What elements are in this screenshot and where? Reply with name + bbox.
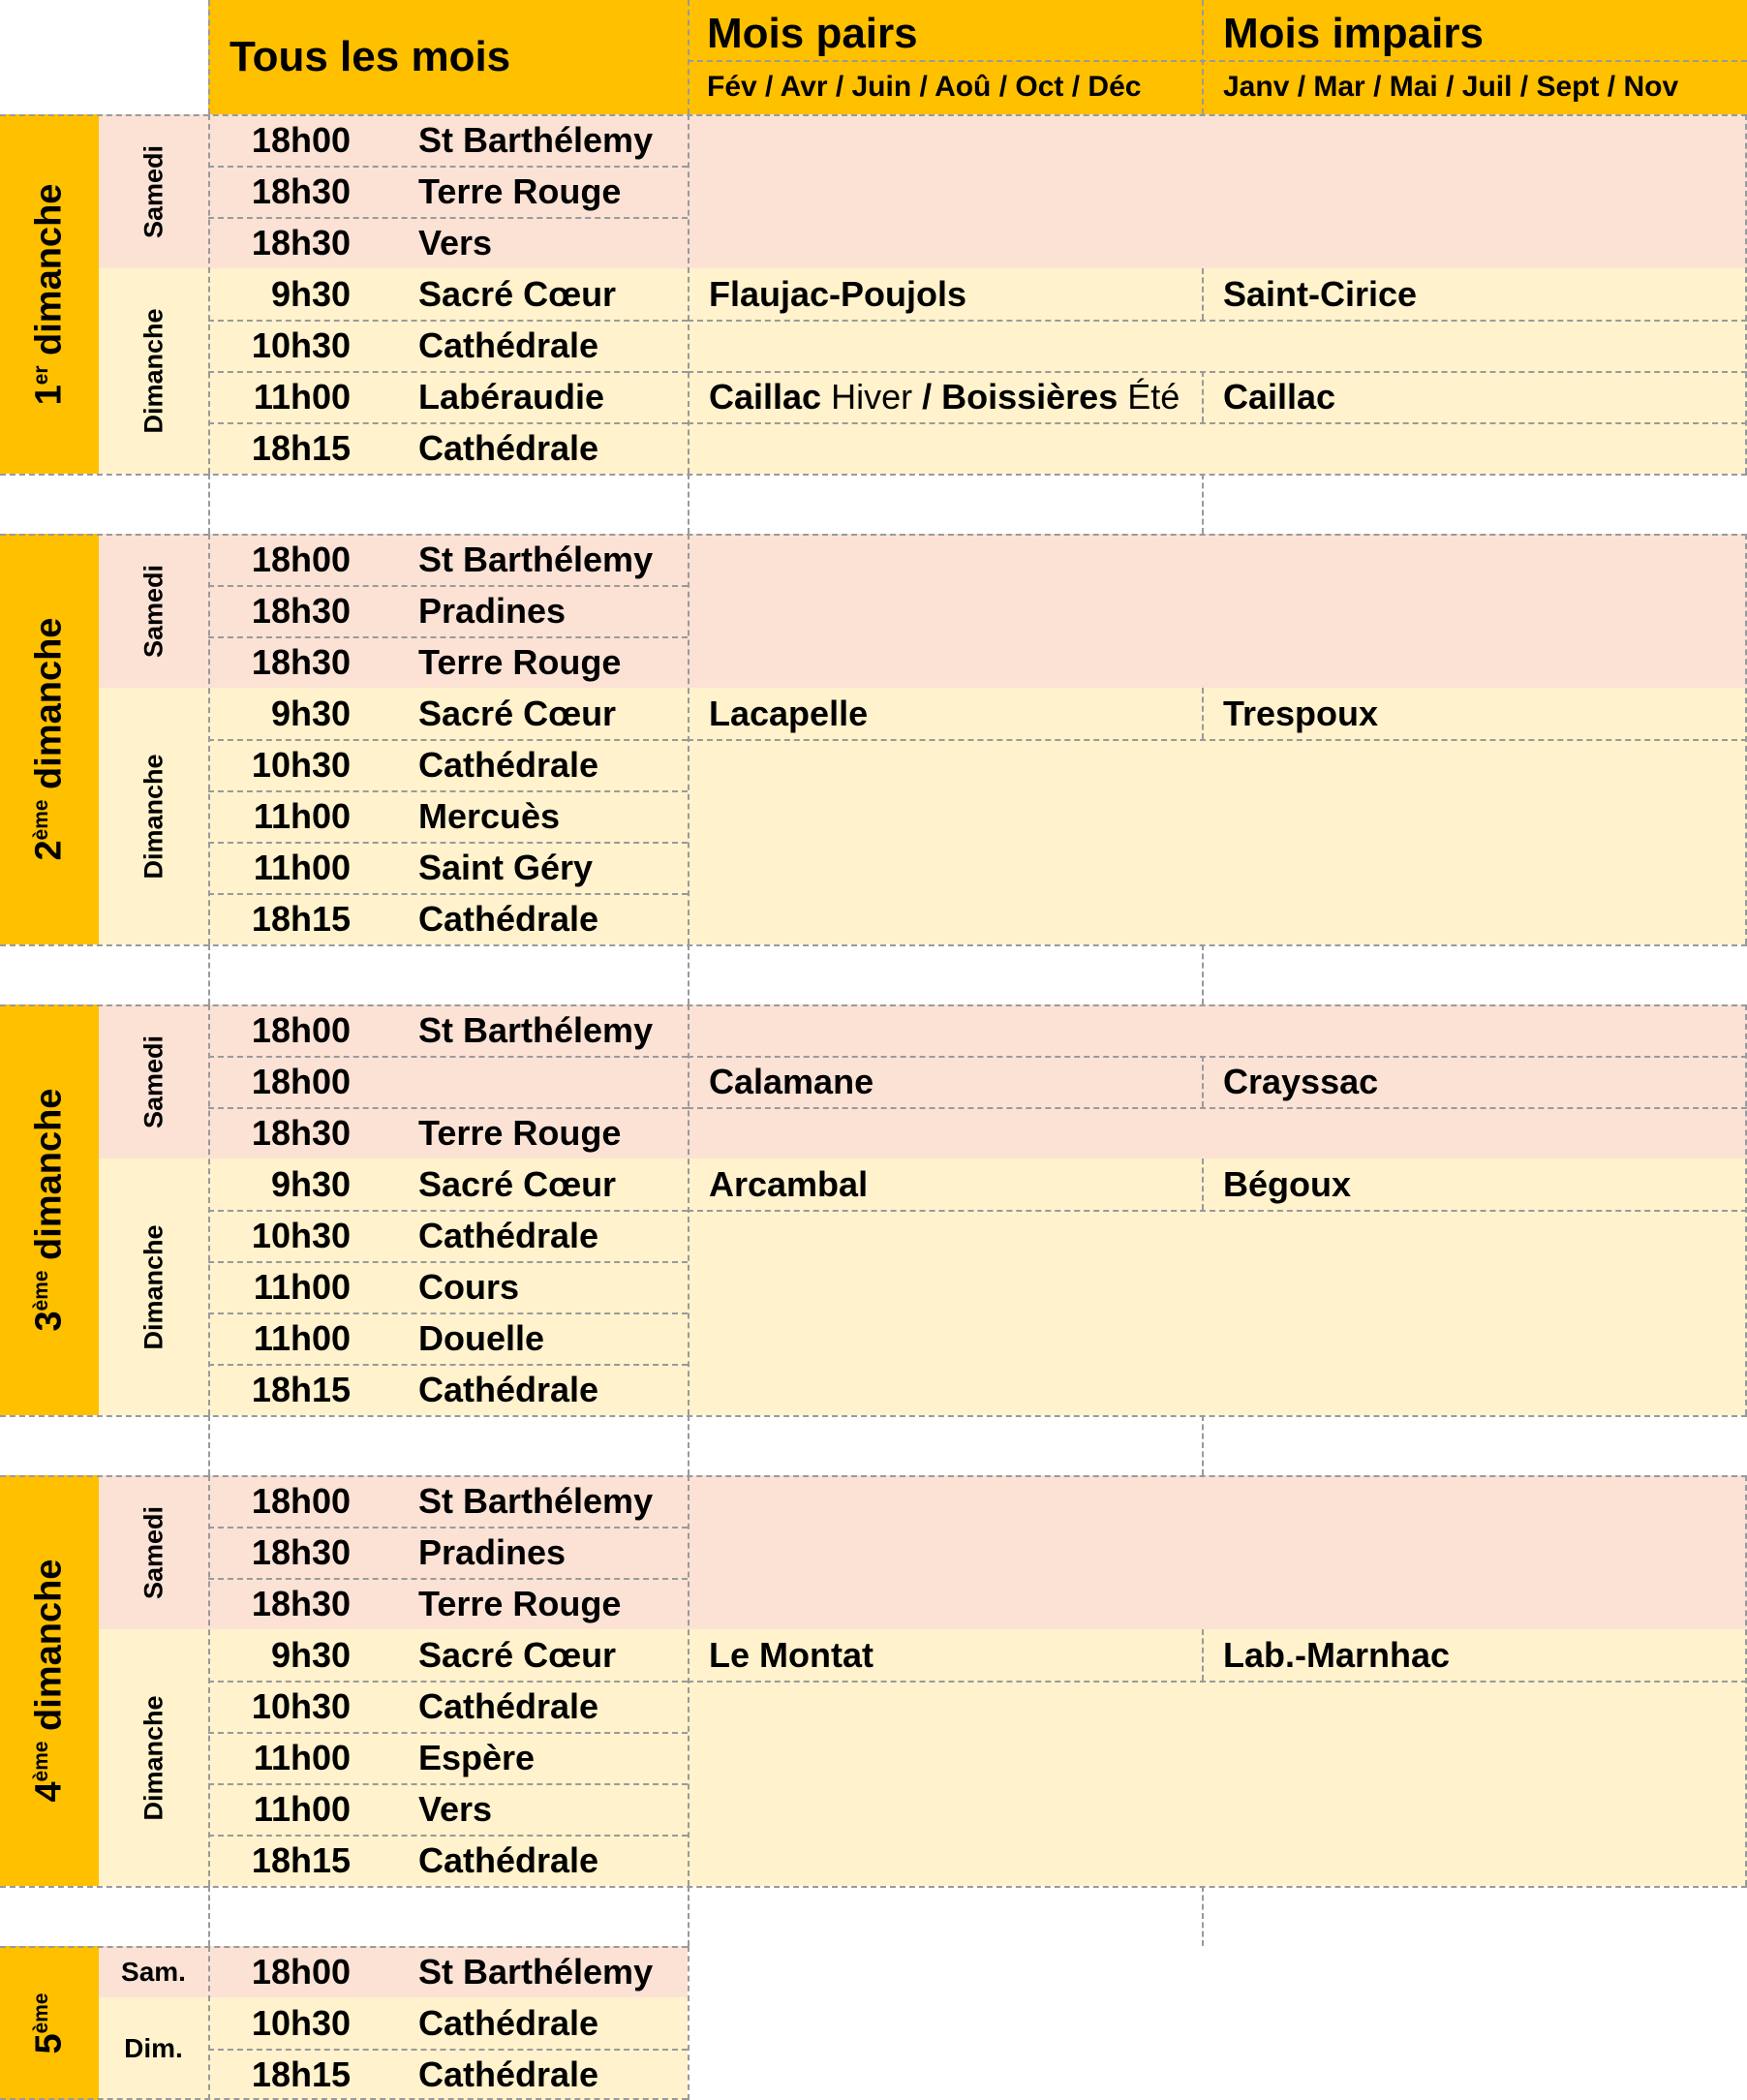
mass-time: 18h30 bbox=[251, 171, 351, 211]
mass-location: Cathédrale bbox=[418, 1216, 599, 1255]
mass-location: Cathédrale bbox=[418, 899, 599, 939]
mass-location: Cathédrale bbox=[418, 2054, 599, 2094]
mass-time: 18h15 bbox=[251, 899, 351, 939]
day-label: Dim. bbox=[124, 2033, 183, 2063]
grid-line bbox=[208, 1681, 688, 1683]
mass-location: Cathédrale bbox=[418, 745, 599, 785]
even-month-location bbox=[709, 371, 1180, 422]
grid-line bbox=[688, 944, 690, 1004]
day-label: Samedi bbox=[138, 144, 168, 238]
ordinal-number: 4 bbox=[28, 1781, 70, 1803]
grid-line bbox=[688, 474, 690, 534]
mass-location: Saint Géry bbox=[418, 848, 594, 887]
header-even-months bbox=[688, 0, 1202, 114]
grid-line bbox=[208, 1835, 688, 1837]
grid-line bbox=[688, 1107, 1747, 1109]
grid-line bbox=[208, 1107, 688, 1109]
mass-time: 11h00 bbox=[253, 848, 351, 887]
week-ordinal-label bbox=[29, 1560, 71, 1803]
grid-line bbox=[1202, 268, 1204, 320]
grid-line bbox=[208, 1946, 210, 2100]
ordinal-number: 2 bbox=[28, 840, 70, 861]
day-label: Sam. bbox=[121, 1956, 186, 1987]
day-label: Samedi bbox=[138, 1035, 168, 1128]
mass-location: Sacré Cœur bbox=[418, 274, 617, 314]
grid-line bbox=[688, 1004, 690, 1415]
mass-location: Mercuès bbox=[418, 796, 561, 836]
ordinal-number: 1 bbox=[28, 384, 70, 405]
grid-line bbox=[0, 534, 1747, 536]
grid-line bbox=[208, 842, 688, 844]
mass-time: 9h30 bbox=[270, 1164, 351, 1204]
grid-line bbox=[208, 371, 688, 373]
week-ordinal-label bbox=[29, 1089, 71, 1332]
ordinal-number: 5 bbox=[28, 2032, 70, 2054]
grid-line bbox=[208, 534, 210, 944]
mass-location: Vers bbox=[418, 223, 493, 262]
grid-line bbox=[688, 1946, 690, 2100]
grid-line bbox=[1202, 474, 1204, 534]
grid-line bbox=[208, 1364, 688, 1366]
mass-time: 11h00 bbox=[253, 796, 351, 836]
odd-month-location: Lab.-Marnhac bbox=[1223, 1635, 1451, 1675]
mass-location: Cours bbox=[418, 1267, 520, 1307]
mass-time: 18h30 bbox=[251, 1532, 351, 1572]
grid-line bbox=[1202, 1158, 1204, 1210]
header-odd-months bbox=[1202, 0, 1747, 114]
odd-month-location: Caillac bbox=[1223, 377, 1336, 417]
grid-line bbox=[688, 534, 690, 944]
grid-line bbox=[1202, 371, 1204, 422]
grid-line bbox=[688, 1415, 690, 1475]
mass-time: 18h15 bbox=[251, 2054, 351, 2094]
ordinal-word: dimanche bbox=[28, 617, 70, 800]
mass-location: St Barthélemy bbox=[418, 120, 654, 160]
mass-time: 10h30 bbox=[251, 1686, 351, 1726]
mass-time: 18h00 bbox=[251, 1062, 351, 1101]
day-label: Dimanche bbox=[138, 1223, 168, 1350]
mass-time: 11h00 bbox=[253, 1738, 351, 1777]
mass-location: Pradines bbox=[418, 1532, 567, 1572]
header-all-months bbox=[208, 0, 688, 114]
grid-line bbox=[208, 217, 688, 219]
mass-time: 10h30 bbox=[251, 2003, 351, 2043]
mass-time: 10h30 bbox=[251, 325, 351, 365]
grid-line bbox=[688, 739, 1747, 741]
mass-location: Pradines bbox=[418, 591, 567, 631]
even-month-location-part: Caillac bbox=[709, 377, 822, 417]
mass-location: Cathédrale bbox=[418, 1840, 599, 1880]
odd-month-location: Bégoux bbox=[1223, 1164, 1352, 1204]
header-even-months-title: Mois pairs bbox=[707, 10, 918, 57]
mass-location: Terre Rouge bbox=[418, 1113, 622, 1153]
mass-location: St Barthélemy bbox=[418, 1952, 654, 1992]
grid-line bbox=[688, 1056, 1747, 1058]
grid-line bbox=[208, 1004, 210, 1415]
ordinal-suffix: ème bbox=[29, 1270, 52, 1312]
grid-line bbox=[208, 1886, 210, 1946]
grid-line bbox=[1202, 688, 1204, 739]
grid-line bbox=[1202, 1056, 1204, 1107]
mass-time: 10h30 bbox=[251, 745, 351, 785]
grid-line bbox=[208, 1578, 688, 1580]
grid-line bbox=[1202, 0, 1204, 114]
header-odd-months-list: Janv / Mar / Mai / Juil / Sept / Nov bbox=[1223, 71, 1679, 103]
ordinal-suffix: ème bbox=[29, 1741, 52, 1782]
header-odd-months-title: Mois impairs bbox=[1223, 10, 1484, 57]
even-month-location: Calamane bbox=[709, 1062, 874, 1101]
ordinal-word: dimanche bbox=[28, 183, 70, 366]
week-ordinal-label bbox=[29, 1992, 71, 2054]
odd-month-location: Saint-Cirice bbox=[1223, 274, 1418, 314]
grid-line bbox=[688, 1886, 690, 1946]
ordinal-word: dimanche bbox=[28, 1559, 70, 1742]
grid-line bbox=[688, 60, 1747, 62]
mass-location: Cathédrale bbox=[418, 1370, 599, 1409]
mass-location: Cathédrale bbox=[418, 325, 599, 365]
grid-line bbox=[208, 1261, 688, 1263]
ordinal-suffix: ème bbox=[29, 799, 52, 841]
grid-line bbox=[688, 114, 690, 474]
mass-location: St Barthélemy bbox=[418, 1481, 654, 1521]
mass-time: 9h30 bbox=[270, 274, 351, 314]
grid-line bbox=[1202, 944, 1204, 1004]
grid-line bbox=[688, 320, 1747, 322]
day-label: Dimanche bbox=[138, 753, 168, 880]
mass-time: 11h00 bbox=[253, 1318, 351, 1358]
day-label: Samedi bbox=[138, 1505, 168, 1599]
mass-time: 18h00 bbox=[251, 540, 351, 579]
grid-line bbox=[208, 1475, 210, 1886]
header-even-months-list: Fév / Avr / Juin / Aoû / Oct / Déc bbox=[707, 71, 1142, 103]
grid-line bbox=[688, 1475, 690, 1886]
mass-time: 9h30 bbox=[270, 694, 351, 733]
mass-time: 18h30 bbox=[251, 642, 351, 682]
mass-time: 18h30 bbox=[251, 591, 351, 631]
mass-time: 18h00 bbox=[251, 1010, 351, 1050]
grid-line bbox=[208, 2049, 688, 2051]
mass-location: St Barthélemy bbox=[418, 540, 654, 579]
even-month-location-part: Hiver bbox=[821, 377, 923, 417]
grid-line bbox=[208, 166, 688, 168]
day-label: Dimanche bbox=[138, 308, 168, 434]
ordinal-number: 3 bbox=[28, 1311, 70, 1332]
grid-line bbox=[208, 1732, 688, 1734]
grid-line bbox=[0, 1004, 1747, 1006]
grid-line bbox=[208, 944, 210, 1004]
mass-location: Cathédrale bbox=[418, 428, 599, 468]
even-month-location: Flaujac-Poujols bbox=[709, 274, 967, 314]
grid-line bbox=[208, 585, 688, 587]
mass-time: 11h00 bbox=[253, 1789, 351, 1829]
mass-time: 18h15 bbox=[251, 1370, 351, 1409]
mass-time: 18h30 bbox=[251, 223, 351, 262]
mass-time: 18h00 bbox=[251, 1952, 351, 1992]
grid-line bbox=[688, 0, 690, 114]
grid-line bbox=[688, 422, 1747, 424]
ordinal-suffix: er bbox=[29, 365, 52, 385]
week-ordinal-label bbox=[29, 183, 71, 405]
odd-month-location: Trespoux bbox=[1223, 694, 1379, 733]
week-ordinal-label bbox=[29, 618, 71, 861]
grid-line bbox=[208, 1415, 210, 1475]
grid-line bbox=[1202, 1629, 1204, 1681]
mass-location: Douelle bbox=[418, 1318, 545, 1358]
mass-location: Vers bbox=[418, 1789, 493, 1829]
even-month-location: Le Montat bbox=[709, 1635, 874, 1675]
header-all-months-title: Tous les mois bbox=[230, 33, 511, 80]
mass-location: Espère bbox=[418, 1738, 536, 1777]
even-month-location-part: Été bbox=[1118, 377, 1180, 417]
ordinal-word: dimanche bbox=[28, 1088, 70, 1271]
grid-line bbox=[0, 1475, 1747, 1477]
grid-line bbox=[688, 371, 1747, 373]
mass-time: 11h00 bbox=[253, 1267, 351, 1307]
mass-location: Sacré Cœur bbox=[418, 694, 617, 733]
grid-line bbox=[0, 1946, 688, 1948]
grid-line bbox=[208, 0, 210, 114]
mass-location: Terre Rouge bbox=[418, 642, 622, 682]
even-month-location: Lacapelle bbox=[709, 694, 869, 733]
even-month-location-part: Boissières bbox=[932, 377, 1119, 417]
even-month-location: Arcambal bbox=[709, 1164, 869, 1204]
grid-line bbox=[208, 893, 688, 895]
grid-line bbox=[208, 1312, 688, 1314]
grid-line bbox=[208, 1210, 688, 1212]
mass-time: 18h15 bbox=[251, 1840, 351, 1880]
grid-line bbox=[0, 1415, 1747, 1417]
grid-line bbox=[1202, 1415, 1204, 1475]
mass-time: 18h30 bbox=[251, 1584, 351, 1623]
mass-location: Sacré Cœur bbox=[418, 1635, 617, 1675]
mass-location: Cathédrale bbox=[418, 1686, 599, 1726]
mass-time: 18h15 bbox=[251, 428, 351, 468]
grid-line bbox=[208, 636, 688, 638]
grid-line bbox=[0, 474, 1747, 476]
mass-location: Cathédrale bbox=[418, 2003, 599, 2043]
mass-time: 18h00 bbox=[251, 1481, 351, 1521]
grid-line bbox=[0, 1886, 1747, 1888]
even-month-location-part: / bbox=[922, 377, 933, 417]
grid-line bbox=[0, 114, 1747, 116]
grid-line bbox=[1202, 1886, 1204, 1946]
mass-time: 9h30 bbox=[270, 1635, 351, 1675]
grid-line bbox=[0, 944, 1747, 946]
grid-line bbox=[208, 1783, 688, 1785]
grid-line bbox=[208, 1056, 688, 1058]
grid-line bbox=[208, 474, 210, 534]
mass-location: Labéraudie bbox=[418, 377, 605, 417]
odd-month-location: Crayssac bbox=[1223, 1062, 1379, 1101]
grid-line bbox=[688, 1210, 1747, 1212]
ordinal-suffix: ème bbox=[29, 1992, 52, 2033]
mass-time: 18h30 bbox=[251, 1113, 351, 1153]
day-label: Dimanche bbox=[138, 1694, 168, 1821]
grid-line bbox=[208, 320, 688, 322]
mass-location: St Barthélemy bbox=[418, 1010, 654, 1050]
grid-line bbox=[208, 114, 210, 474]
grid-line bbox=[208, 739, 688, 741]
grid-line bbox=[688, 1681, 1747, 1683]
mass-location: Sacré Cœur bbox=[418, 1164, 617, 1204]
mass-location: Terre Rouge bbox=[418, 1584, 622, 1623]
mass-time: 18h00 bbox=[251, 120, 351, 160]
grid-line bbox=[208, 422, 688, 424]
mass-time: 11h00 bbox=[253, 377, 351, 417]
mass-time: 10h30 bbox=[251, 1216, 351, 1255]
mass-location: Terre Rouge bbox=[418, 171, 622, 211]
grid-line bbox=[208, 1527, 688, 1529]
grid-line bbox=[208, 790, 688, 792]
day-label: Samedi bbox=[138, 564, 168, 658]
